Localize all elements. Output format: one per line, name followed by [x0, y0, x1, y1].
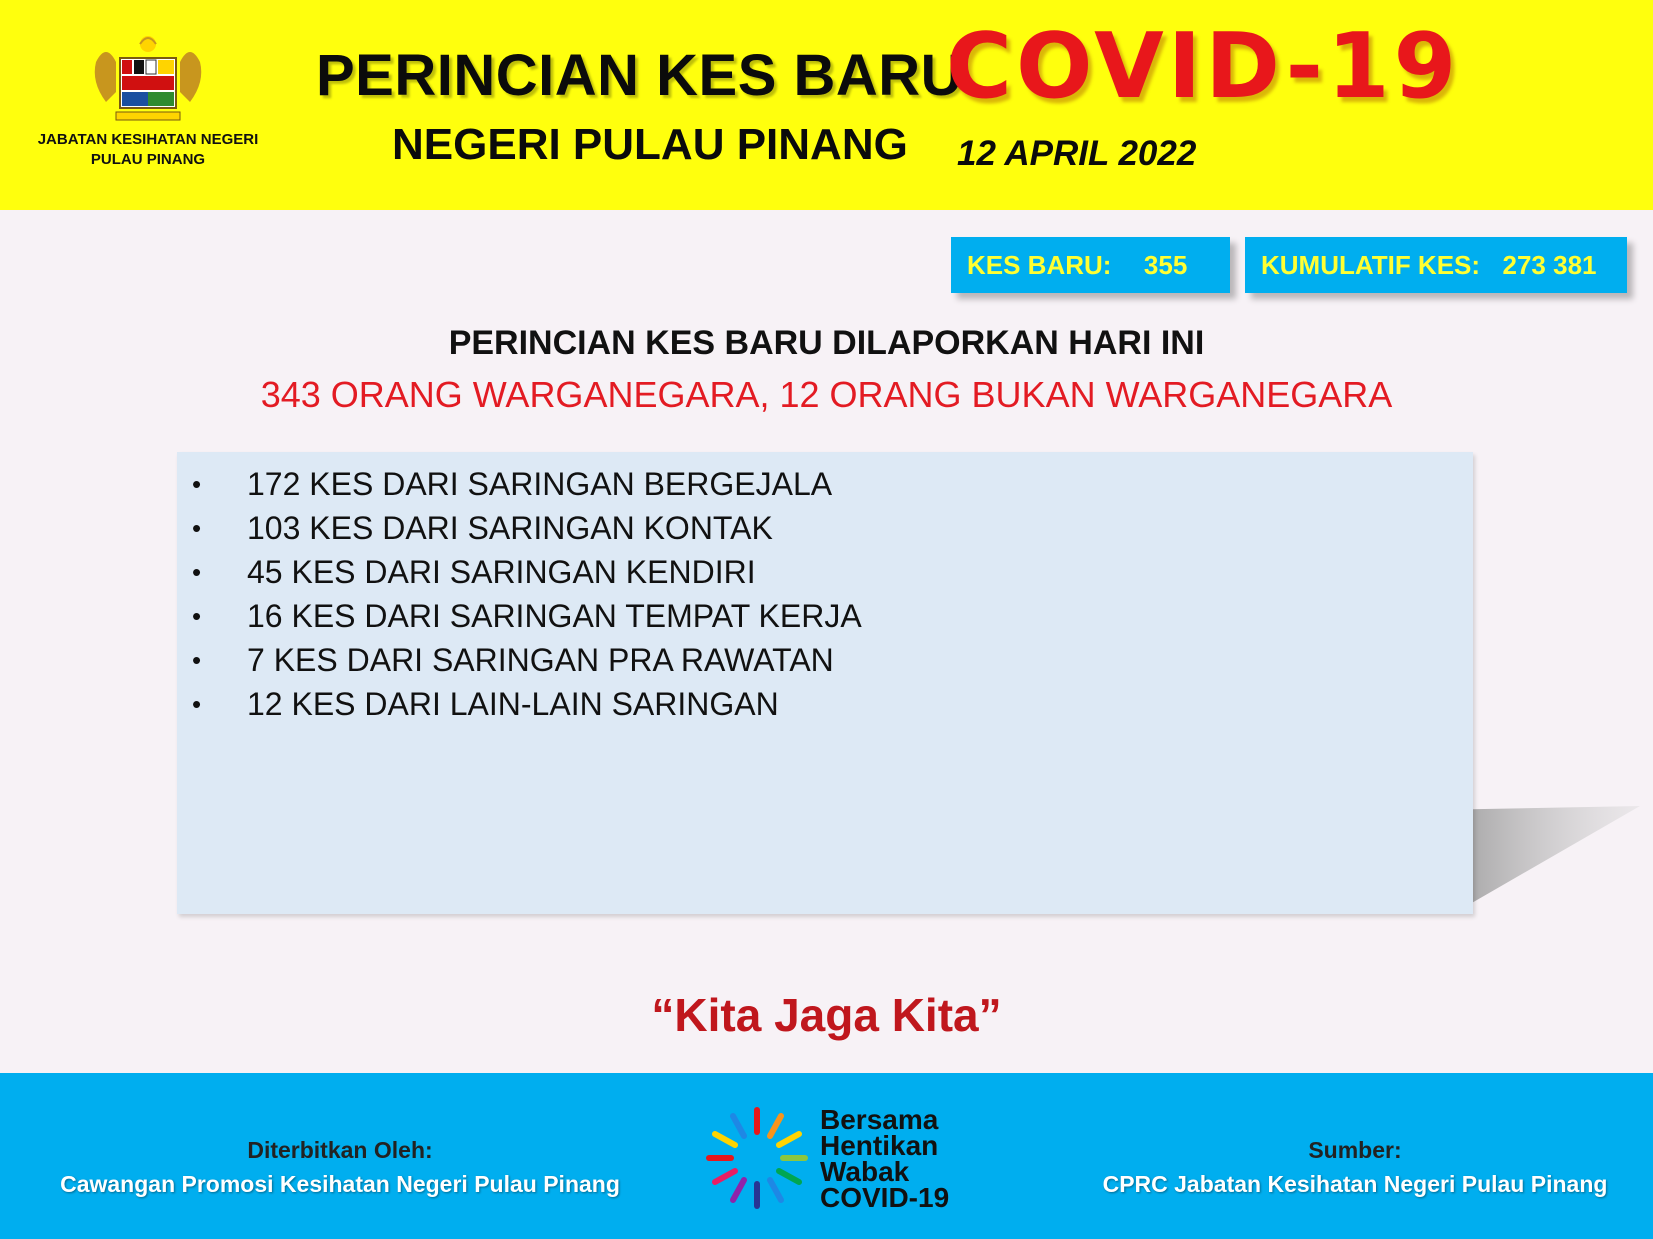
list-item-text: 103 KES DARI SARINGAN KONTAK	[247, 510, 773, 546]
campaign-line-2: Hentikan	[820, 1130, 939, 1161]
source-block	[1085, 1133, 1625, 1201]
covid-title: COVID-19	[946, 14, 1461, 119]
list-item	[177, 506, 1473, 550]
cumulative-cases-badge	[1245, 237, 1627, 293]
cumulative-value: 273 381	[1502, 250, 1597, 280]
list-item	[177, 638, 1473, 682]
campaign-line-4: COVID-19	[820, 1182, 950, 1213]
list-item-text: 7 KES DARI SARINGAN PRA RAWATAN	[247, 642, 834, 678]
list-item	[177, 550, 1473, 594]
case-breakdown-box	[177, 452, 1473, 914]
publisher-label: Diterbitkan Oleh:	[247, 1137, 433, 1163]
list-item-text: 12 KES DARI LAIN-LAIN SARINGAN	[247, 686, 779, 722]
bullet-icon: •	[192, 469, 202, 499]
list-item-text: 172 KES DARI SARINGAN BERGEJALA	[247, 466, 833, 502]
source-name: CPRC Jabatan Kesihatan Negeri Pulau Pinang	[1102, 1171, 1608, 1197]
state-subtitle: NEGERI PULAU PINANG	[392, 120, 908, 169]
new-cases-label: KES BARU:	[967, 250, 1112, 280]
list-item	[177, 462, 1473, 506]
list-item	[177, 594, 1473, 638]
report-date: 12 APRIL 2022	[957, 134, 1197, 173]
header	[0, 0, 1653, 210]
page-title: PERINCIAN KES BARU	[316, 43, 964, 108]
new-cases-badge	[951, 237, 1230, 293]
bullet-icon: •	[192, 645, 202, 675]
campaign-text	[820, 1104, 950, 1213]
department-name	[20, 130, 276, 170]
bullet-icon: •	[192, 689, 202, 719]
list-item-text: 45 KES DARI SARINGAN KENDIRI	[247, 554, 756, 590]
footer	[0, 1073, 1653, 1239]
department-line-2: PULAU PINANG	[90, 151, 206, 168]
campaign-line-3: Wabak	[820, 1156, 910, 1187]
coat-of-arms-icon	[86, 32, 210, 124]
department-line-1: JABATAN KESIHATAN NEGERI	[37, 131, 259, 148]
cumulative-label: KUMULATIF KES:	[1261, 250, 1481, 280]
source-label: Sumber:	[1308, 1137, 1402, 1163]
bullet-icon: •	[192, 557, 202, 587]
list-item	[177, 682, 1473, 726]
bullet-icon: •	[192, 513, 202, 543]
details-heading: PERINCIAN KES BARU DILAPORKAN HARI INI	[448, 324, 1205, 362]
publisher-name: Cawangan Promosi Kesihatan Negeri Pulau Pinang	[60, 1171, 620, 1197]
details-summary: 343 ORANG WARGANEGARA, 12 ORANG BUKAN WARGANEGARA	[260, 374, 1393, 415]
campaign-line-1: Bersama	[820, 1104, 939, 1135]
list-item-text: 16 KES DARI SARINGAN TEMPAT KERJA	[247, 598, 862, 634]
slogan: “Kita Jaga Kita”	[651, 989, 1002, 1041]
new-cases-value: 355	[1143, 250, 1188, 280]
bullet-icon: •	[192, 601, 202, 631]
publisher-block	[40, 1133, 640, 1201]
case-breakdown-list	[177, 452, 1473, 726]
